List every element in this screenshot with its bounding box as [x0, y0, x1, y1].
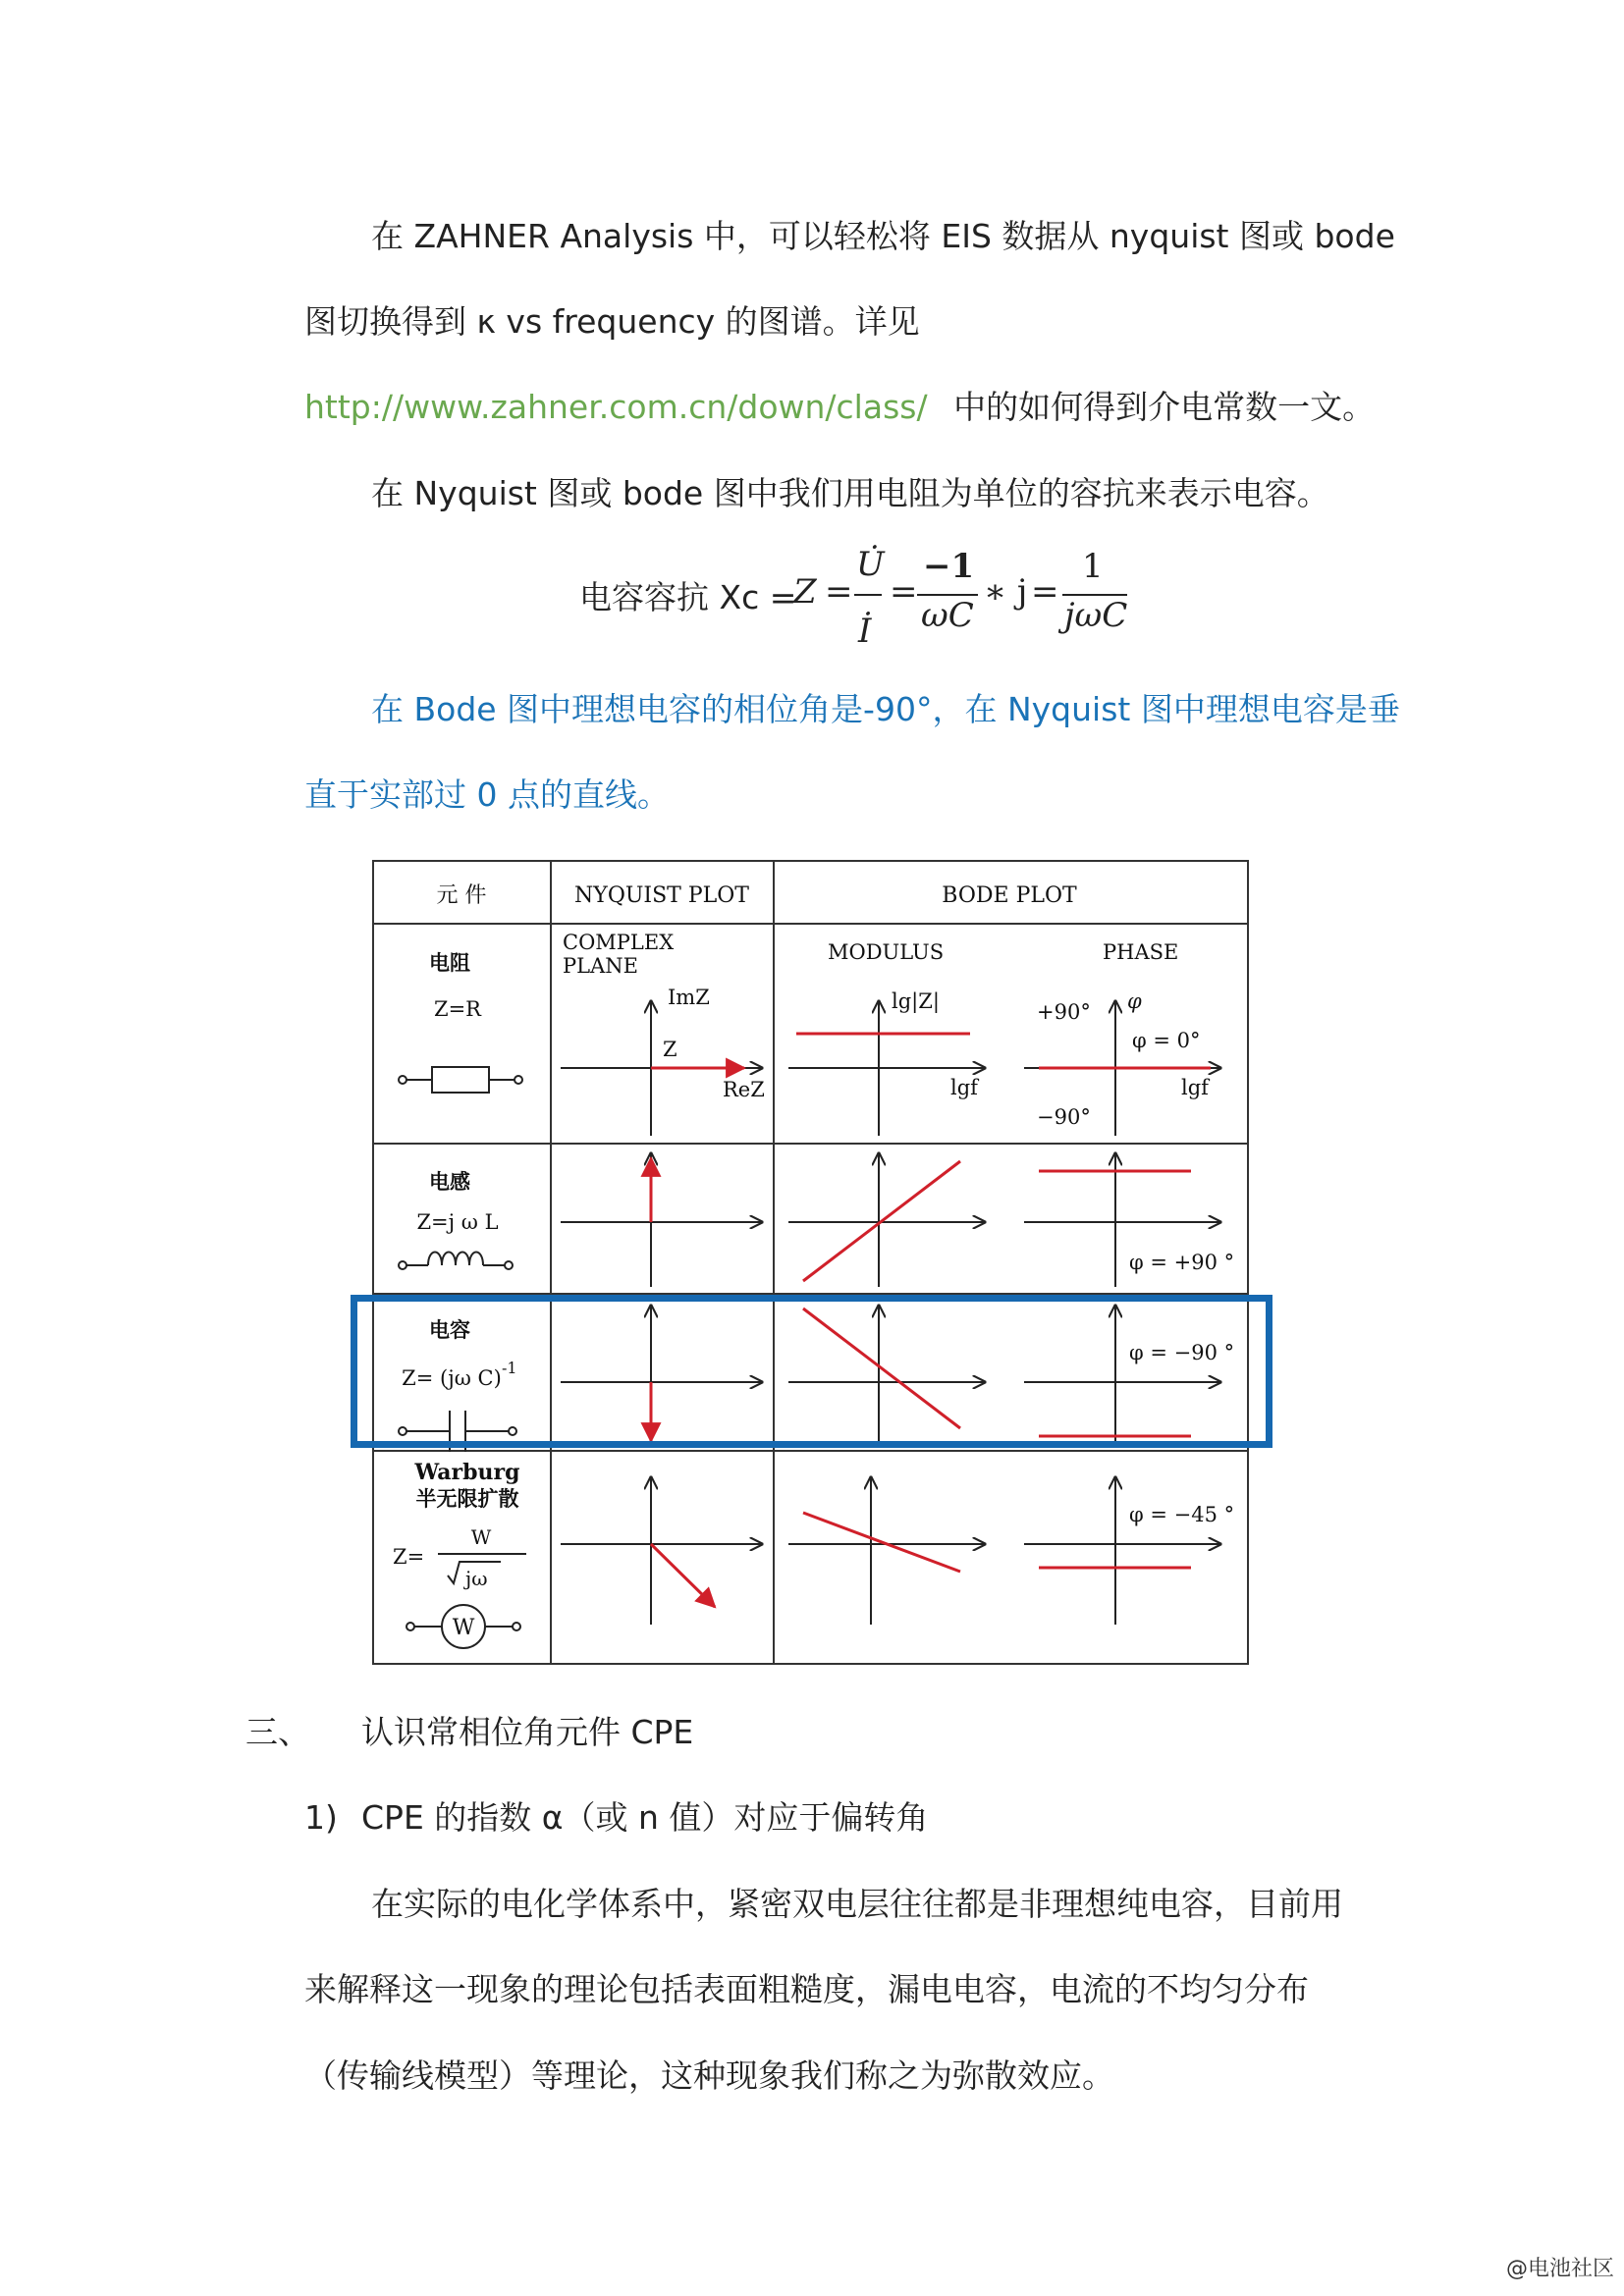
- header-bode: BODE PLOT: [942, 883, 1077, 908]
- label-lgf-phase: lgf: [1181, 1076, 1209, 1099]
- formula-z: Z: [793, 572, 817, 612]
- row-resistor-formula: Z=R: [434, 997, 481, 1021]
- row-resistor-name: 电阻: [429, 950, 470, 975]
- formula-eq1: =: [825, 572, 853, 612]
- label-imz: ImZ: [668, 986, 710, 1009]
- paragraph1-line1: 在 ZAHNER Analysis 中，可以轻松将 EIS 数据从 nyquist 图或 bode: [371, 217, 1395, 255]
- row-capacitor-name: 电容: [429, 1317, 470, 1342]
- paragraph2: 在 Nyquist 图或 bode 图中我们用电阻为单位的容抗来表示电容。: [371, 474, 1329, 512]
- label-lgf-modulus: lgf: [950, 1076, 978, 1099]
- paragraph4-line1: 在实际的电化学体系中，紧密双电层往往都是非理想纯电容，目前用: [371, 1885, 1343, 1923]
- section3-number: 三、: [245, 1713, 310, 1751]
- row-inductor-formula: Z=j ω L: [416, 1210, 499, 1234]
- impedance-elements-table: [371, 859, 1250, 1666]
- capacitor-row-highlight: [351, 1295, 1272, 1448]
- label-rez: ReZ: [723, 1078, 765, 1101]
- label-z: Z: [663, 1038, 677, 1061]
- row2-axes: [561, 1153, 1220, 1287]
- warburg-nyquist-curve: [651, 1544, 715, 1607]
- formula-eq2: =: [890, 572, 918, 612]
- row-warburg-name: Warburg: [414, 1460, 520, 1485]
- label-phi-0: φ = 0°: [1132, 1029, 1201, 1052]
- paragraph4-line2: 来解释这一现象的理论包括表面粗糙度，漏电电容，电流的不均匀分布: [304, 1970, 1309, 2008]
- formula-j-omega-c: jωC: [1064, 596, 1128, 635]
- formula-label: 电容容抗 Xc =: [579, 578, 797, 616]
- resistor-icon: [399, 1067, 522, 1093]
- subheader-phase: PHASE: [1103, 940, 1179, 964]
- formula-minus1: −1: [923, 547, 975, 586]
- formula-omega-c: ωC: [921, 596, 974, 635]
- capacitor-phase-label: φ = −90 °: [1129, 1341, 1235, 1364]
- table-svg: [371, 859, 1250, 1666]
- formula-eq3: =: [1031, 572, 1059, 612]
- warburg-modulus-curve: [803, 1513, 960, 1572]
- watermark: @电池社区: [1505, 2257, 1614, 2281]
- label-minus90: −90°: [1037, 1105, 1091, 1129]
- row-capacitor-exponent: -1: [502, 1359, 517, 1377]
- subheader-modulus: MODULUS: [828, 940, 945, 964]
- item1-number: 1): [304, 1798, 338, 1837]
- subheader-complex: COMPLEX: [563, 931, 675, 954]
- paragraph3-line1: 在 Bode 图中理想电容的相位角是-90°，在 Nyquist 图中理想电容是垂: [371, 690, 1400, 728]
- label-plus90: +90°: [1037, 1000, 1091, 1024]
- zahner-link[interactable]: http://www.zahner.com.cn/down/class/: [304, 388, 928, 426]
- subheader-plane: PLANE: [563, 954, 638, 978]
- paragraph1-line3-rest: 中的如何得到介电常数一文。: [953, 388, 1376, 426]
- row-warburg-zeq: Z=: [393, 1545, 425, 1569]
- paragraph3-line2: 直于实部过 0 点的直线。: [304, 775, 670, 814]
- inductor-icon: [399, 1253, 513, 1270]
- row-inductor-name: 电感: [429, 1169, 470, 1194]
- warburg-phase-label: φ = −45 °: [1129, 1503, 1235, 1526]
- row-warburg-numerator: W: [470, 1525, 492, 1549]
- paragraph1-line2: 图切换得到 κ vs frequency 的图谱。详见: [304, 302, 920, 341]
- formula-u: U̇: [856, 545, 885, 584]
- inductor-phase-label: φ = +90 °: [1129, 1251, 1235, 1274]
- paragraph4-line3: （传输线模型）等理论，这种现象我们称之为弥散效应。: [304, 2056, 1114, 2095]
- item1-text: CPE 的指数 α（或 n 值）对应于偏转角: [361, 1798, 929, 1837]
- row-warburg-name2: 半无限扩散: [415, 1486, 519, 1511]
- warburg-symbol: W: [452, 1616, 475, 1640]
- fraction-bar-1: [854, 594, 882, 596]
- row-capacitor-formula: Z= (jω C): [402, 1366, 502, 1390]
- label-phi-axis: φ: [1127, 989, 1142, 1013]
- section3-title: 认识常相位角元件 CPE: [361, 1713, 694, 1751]
- row-warburg-denominator: jω: [465, 1567, 488, 1590]
- formula-times-j: ∗ j: [984, 572, 1028, 612]
- header-nyquist: NYQUIST PLOT: [574, 883, 749, 908]
- formula-i: İ: [858, 612, 872, 651]
- paragraph1-line3: [304, 388, 1375, 427]
- label-lgz: lg|Z|: [892, 989, 940, 1013]
- formula-one: 1: [1082, 547, 1104, 586]
- header-element: 元 件: [436, 883, 487, 908]
